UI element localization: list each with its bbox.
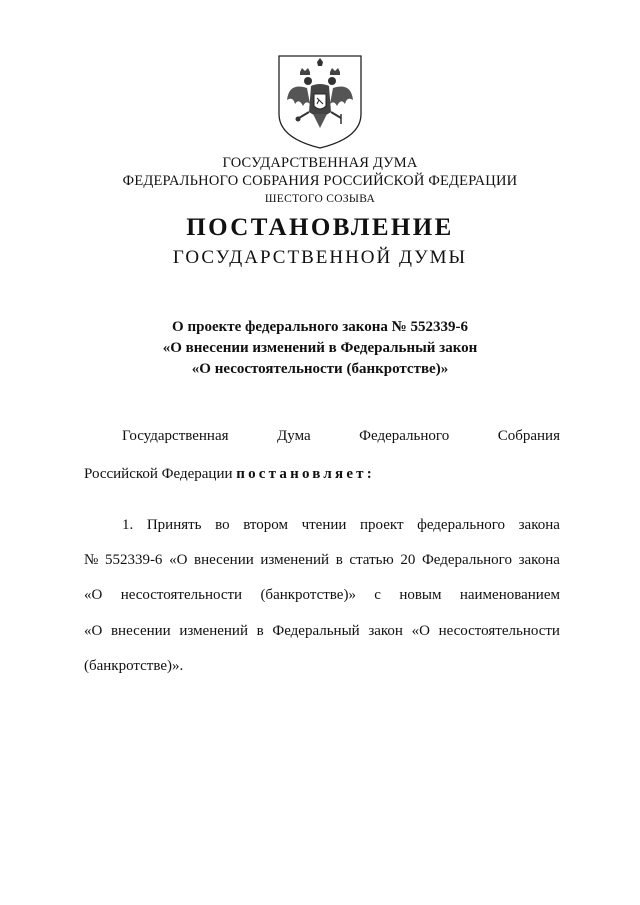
word: «О xyxy=(84,587,103,603)
word: № xyxy=(84,552,99,568)
word: втором xyxy=(243,517,288,533)
preamble-line-1 xyxy=(122,428,560,445)
document-subtitle: ГОСУДАРСТВЕННОЙ ДУМЫ xyxy=(172,247,468,268)
russian-coat-of-arms-icon xyxy=(273,52,367,152)
word: изменений xyxy=(260,552,330,568)
word: внесении xyxy=(194,552,254,568)
word: в xyxy=(335,552,343,568)
word: (банкротстве)» xyxy=(260,587,356,603)
word: федерального xyxy=(417,517,506,533)
word: проект xyxy=(360,517,404,533)
word: внесении xyxy=(110,623,171,639)
org-line-3: ШЕСТОГО СОЗЫВА xyxy=(264,193,376,205)
word: чтении xyxy=(301,517,347,533)
word: «О xyxy=(84,623,103,639)
word: «О xyxy=(411,623,430,639)
org-line-1: ГОСУДАРСТВЕННАЯ ДУМА xyxy=(222,155,418,171)
word: статью xyxy=(349,552,394,568)
word: Собрания xyxy=(497,428,560,444)
word: «О xyxy=(169,552,188,568)
word: 1. xyxy=(122,517,134,533)
word: Принять xyxy=(146,517,202,533)
word: Дума xyxy=(277,428,311,444)
preamble-line-2 xyxy=(84,466,560,483)
word: Федеральный xyxy=(272,623,360,639)
word: изменений xyxy=(179,623,248,639)
word: наименованием xyxy=(459,587,560,603)
word: в xyxy=(256,623,264,639)
word: несостоятельности xyxy=(120,587,243,603)
preamble-text: Российской Федерации xyxy=(84,466,237,482)
word: Федерального xyxy=(421,552,512,568)
org-line-2: ФЕДЕРАЛЬНОГО СОБРАНИЯ РОССИЙСКОЙ ФЕДЕРАЦИИ xyxy=(122,173,518,189)
item1-line-4 xyxy=(84,623,560,640)
word: Федерального xyxy=(359,428,450,444)
document-title: ПОСТАНОВЛЕНИЕ xyxy=(186,214,454,241)
word: закона xyxy=(518,517,560,533)
item1-line-3 xyxy=(84,587,560,604)
item1-line-1 xyxy=(122,517,560,534)
word: закон xyxy=(368,623,403,639)
word: 552339-6 xyxy=(104,552,163,568)
subject-line-2: «О внесении изменений в Федеральный закон xyxy=(162,340,478,356)
coat-of-arms xyxy=(273,52,367,152)
word: несостоятельности xyxy=(438,623,560,639)
item1-line-2 xyxy=(84,552,560,569)
word: с xyxy=(374,587,381,603)
resolves-word: постановляет: xyxy=(236,466,375,482)
word: во xyxy=(215,517,230,533)
word: новым xyxy=(399,587,442,603)
word: Государственная xyxy=(122,428,229,444)
item1-line-5: (банкротстве)». xyxy=(84,658,184,674)
subject-line-3: «О несостоятельности (банкротстве)» xyxy=(191,361,449,377)
word: закона xyxy=(518,552,560,568)
subject-line-1: О проекте федерального закона № 552339-6 xyxy=(172,319,468,335)
word: 20 xyxy=(400,552,416,568)
